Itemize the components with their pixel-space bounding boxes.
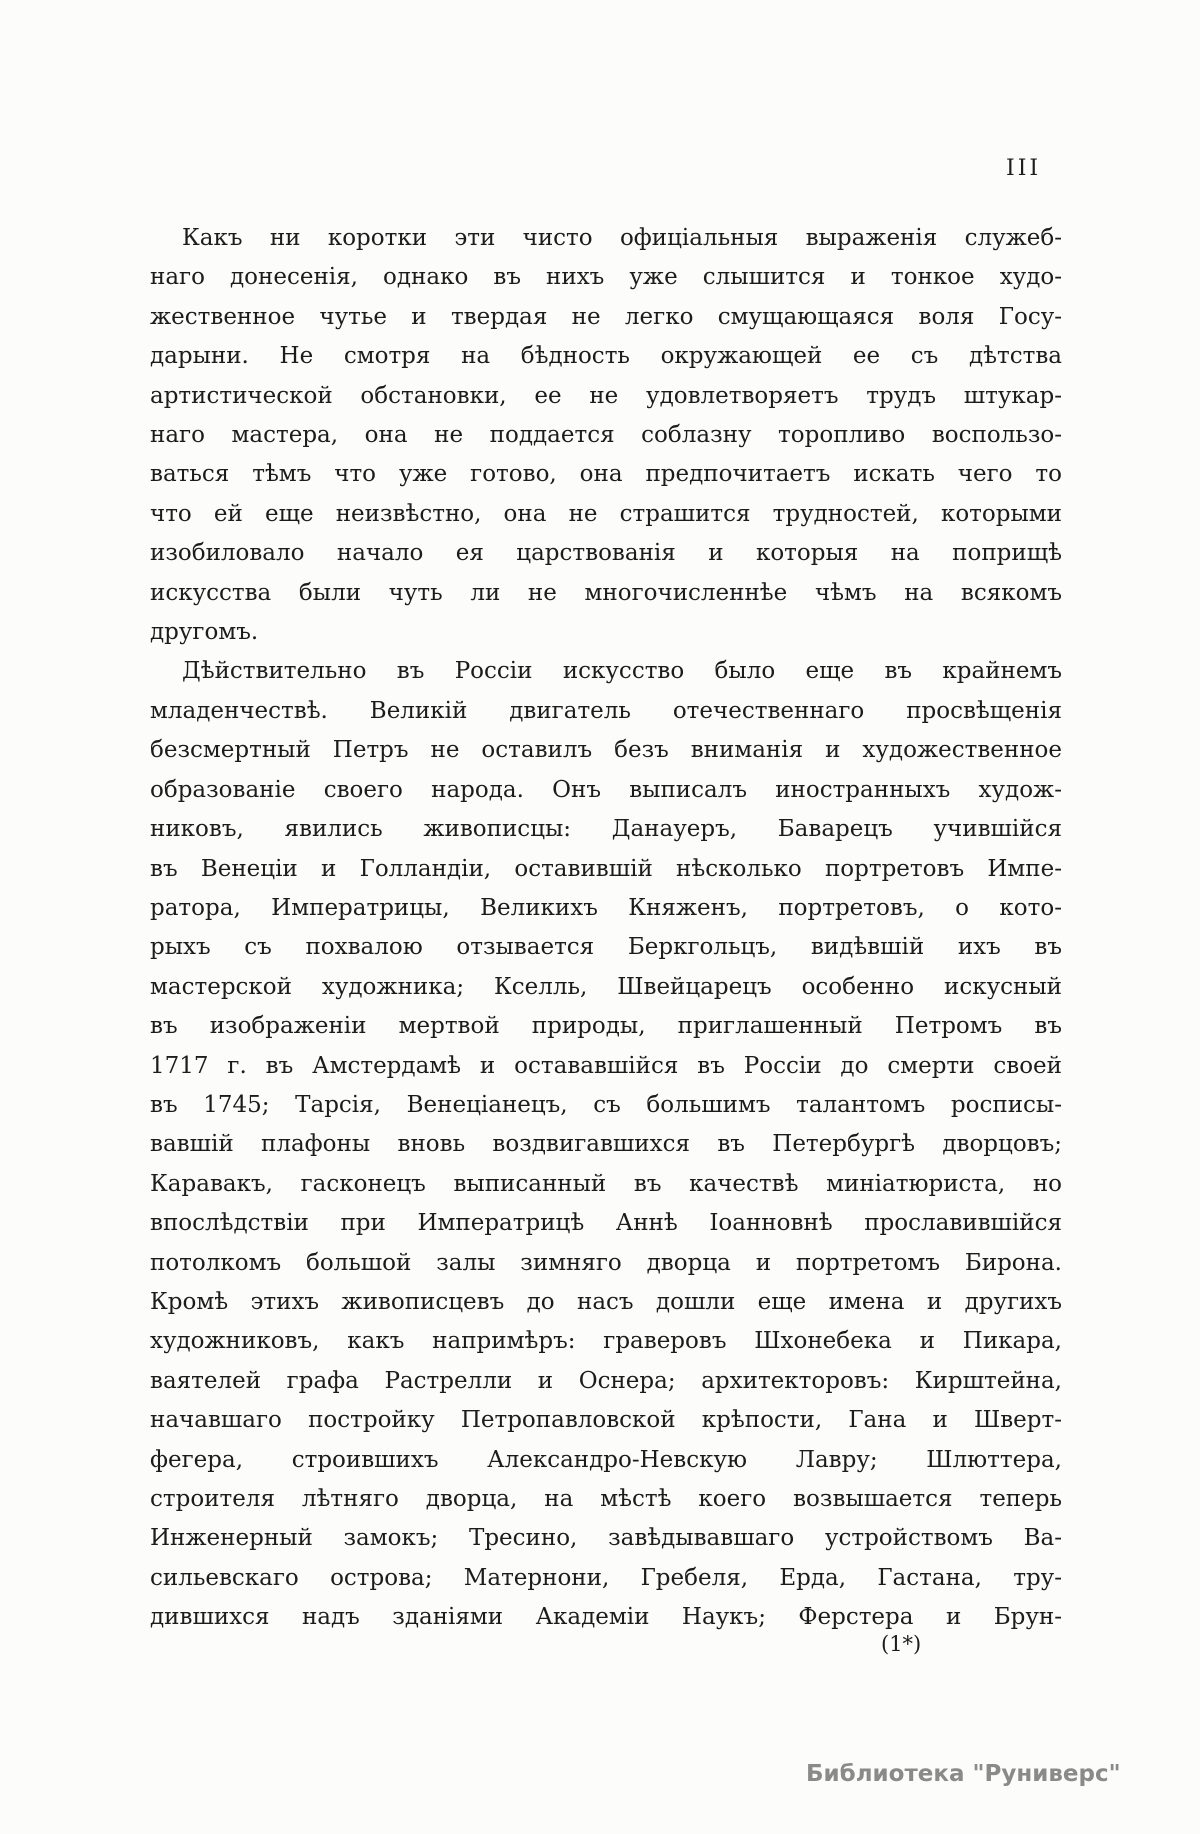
text-line: въ изображеніи мертвой природы, приглашенный Петромъ въ: [150, 1013, 1062, 1040]
text-line: потолкомъ большой залы зимняго дворца и портретомъ Бирона.: [150, 1249, 1062, 1276]
text-line: 1717 г. въ Амстердамѣ и остававшійся въ Россіи до смерти своей: [150, 1052, 1062, 1079]
page-number: III: [1006, 156, 1042, 181]
text-line: дившихся надъ зданіями Академіи Наукъ; Ферстера и Брун-: [150, 1604, 1062, 1631]
text-line: сильевскаго острова; Матернони, Гребеля, Ерда, Гастана, тру-: [150, 1564, 1062, 1591]
text-line: искусства были чуть ли не многочисленнѣе чѣмъ на всякомъ: [150, 579, 1062, 606]
text-line: художниковъ, какъ напримѣръ: граверовъ Шхонебека и Пикара,: [150, 1328, 1062, 1355]
text-line: изобиловало начало ея царствованія и которыя на поприщѣ: [150, 540, 1062, 567]
text-line: строителя лѣтняго дворца, на мѣстѣ коего возвышается теперь: [150, 1486, 1062, 1512]
text-line: наго донесенія, однако въ нихъ уже слышится и тонкое худо-: [150, 264, 1062, 291]
text-line: ваятелей графа Растрелли и Оснера; архитекторовъ: Кирштейна,: [150, 1367, 1062, 1394]
text-line: рыхъ съ похвалою отзывается Беркгольцъ, видѣвшій ихъ въ: [150, 934, 1062, 961]
text-line: другомъ.: [150, 619, 259, 646]
text-line: фегера, строившихъ Александро-Невскую Лавру; Шлюттера,: [150, 1446, 1062, 1473]
text-line: образованіе своего народа. Онъ выписалъ иностранныхъ худож-: [150, 776, 1062, 803]
text-line: Кромѣ этихъ живописцевъ до насъ дошли еще имена и другихъ: [150, 1288, 1062, 1315]
text-line: ратора, Императрицы, Великихъ Княженъ, портретовъ, о кото-: [150, 894, 1062, 921]
text-line: впослѣдствіи при Императрицѣ Аннѣ Іоанновнѣ прославившійся: [150, 1210, 1062, 1237]
text-line: мастерской художника; Кселль, Швейцарецъ особенно искусный: [150, 973, 1062, 1000]
text-line: Инженерный замокъ; Тресино, завѣдывавшаго устройствомъ Ва-: [150, 1525, 1062, 1552]
text-line: Каравакъ, гасконецъ выписанный въ качествѣ миніатюриста, но: [150, 1170, 1062, 1197]
text-block: [150, 219, 1062, 1638]
text-line: никовъ, явились живописцы: Данауеръ, Баварецъ учившійся: [150, 816, 1062, 843]
text-line: жественное чутье и твердая не легко смущающаяся воля Госу-: [150, 303, 1062, 330]
text-line: что ей еще неизвѣстно, она не страшится трудностей, которыми: [150, 500, 1062, 527]
text-line: безсмертный Петръ не оставилъ безъ вниманія и художественное: [150, 737, 1062, 764]
text-line: ваться тѣмъ что уже готово, она предпочитаетъ искать чего то: [150, 461, 1062, 488]
library-watermark: Библиотека "Руниверс": [806, 1761, 1121, 1787]
text-line: въ 1745; Тарсія, Венеціанецъ, съ большимъ талантомъ росписы-: [150, 1091, 1062, 1118]
text-line: Дѣйствительно въ Россіи искусство было еще въ крайнемъ: [182, 658, 1062, 685]
text-line: наго мастера, она не поддается соблазну торопливо воспользо-: [150, 422, 1062, 449]
text-line: Какъ ни коротки эти чисто офиціальныя выраженія служеб-: [182, 225, 1062, 251]
text-line: начавшаго постройку Петропавловской крѣпости, Гана и Шверт-: [150, 1407, 1062, 1434]
text-line: въ Венеціи и Голландіи, оставившій нѣсколько портретовъ Импе-: [150, 855, 1062, 882]
text-line: вавшій плафоны вновь воздвигавшихся въ Петербургѣ дворцовъ;: [150, 1131, 1062, 1158]
text-line: младенчествѣ. Великій двигатель отечественнаго просвѣщенія: [150, 697, 1062, 724]
signature-mark: (1*): [881, 1632, 922, 1656]
text-line: артистической обстановки, ее не удовлетворяетъ трудъ штукар-: [150, 382, 1062, 409]
text-line: дарыни. Не смотря на бѣдность окружающей ее съ дѣтства: [150, 343, 1062, 370]
